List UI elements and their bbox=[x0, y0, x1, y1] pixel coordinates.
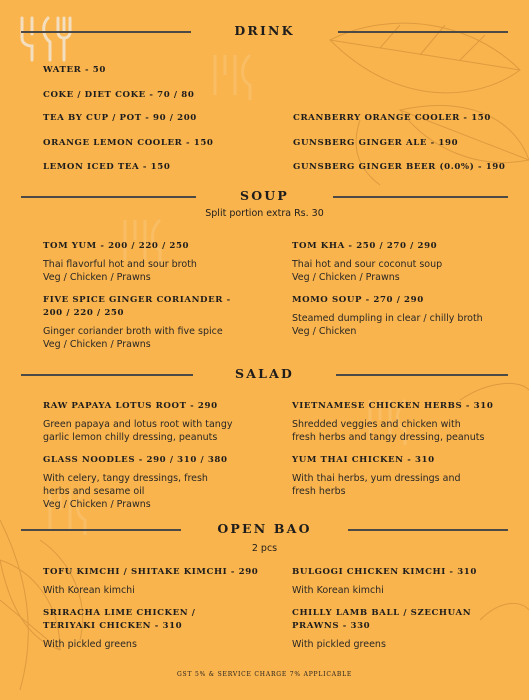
menu-item bbox=[43, 607, 283, 651]
item-name: MOMO SOUP - 270 / 290 bbox=[292, 295, 424, 305]
menu-item bbox=[43, 566, 283, 597]
item-name: GUNSBERG GINGER ALE - 190 bbox=[293, 138, 459, 148]
item-name: GLASS NOODLES - 290 / 310 / 380 bbox=[43, 455, 228, 465]
desc-line: Veg / Chicken / Prawns bbox=[43, 272, 151, 283]
item-description bbox=[292, 584, 517, 597]
desc-line: With celery, tangy dressings, fresh bbox=[43, 473, 208, 484]
desc-line: Thai hot and sour coconut soup bbox=[292, 259, 443, 270]
name-line: 200 / 220 / 250 bbox=[43, 308, 125, 318]
item-description bbox=[292, 418, 517, 444]
item-description bbox=[292, 312, 517, 338]
desc-line: Veg / Chicken / Prawns bbox=[43, 499, 151, 510]
desc-line: Shredded veggies and chicken with bbox=[292, 419, 461, 430]
item-name bbox=[43, 294, 283, 320]
desc-line: Veg / Chicken bbox=[292, 326, 357, 337]
divider bbox=[348, 529, 508, 531]
item-description bbox=[292, 472, 517, 498]
desc-line: Thai flavorful hot and sour broth bbox=[43, 259, 197, 270]
menu-item bbox=[292, 294, 517, 338]
desc-line: fresh herbs and tangy dressing, peanuts bbox=[292, 432, 485, 443]
item-name: TOM KHA - 250 / 270 / 290 bbox=[292, 241, 438, 251]
menu-item bbox=[43, 294, 283, 351]
name-line: CHILLY LAMB BALL / SZECHUAN bbox=[292, 608, 472, 618]
section-title: OPEN BAO bbox=[217, 521, 312, 536]
tax-note: GST 5% & SERVICE CHARGE 7% APPLICABLE bbox=[176, 671, 353, 678]
section-header-soup bbox=[0, 186, 529, 206]
item-description bbox=[43, 584, 283, 597]
menu-item bbox=[292, 400, 517, 444]
item-name: RAW PAPAYA LOTUS ROOT - 290 bbox=[43, 401, 218, 411]
item-name: LEMON ICED TEA - 150 bbox=[43, 162, 171, 172]
desc-line: Veg / Chicken / Prawns bbox=[43, 339, 151, 350]
menu-item bbox=[43, 64, 106, 77]
name-line: PRAWNS - 330 bbox=[292, 621, 371, 631]
desc-line: fresh herbs bbox=[292, 486, 346, 497]
menu-item bbox=[43, 137, 214, 150]
desc-line: Steamed dumpling in clear / chilly broth bbox=[292, 313, 483, 324]
menu-item bbox=[43, 400, 278, 444]
desc-line: Ginger coriander broth with five spice bbox=[43, 326, 223, 337]
section-header-salad bbox=[0, 364, 529, 384]
desc-line: With pickled greens bbox=[43, 639, 137, 650]
desc-line: Veg / Chicken / Prawns bbox=[292, 272, 400, 283]
name-line: FIVE SPICE GINGER CORIANDER - bbox=[43, 295, 231, 305]
menu-item bbox=[293, 137, 458, 150]
item-name: WATER - 50 bbox=[43, 65, 106, 75]
menu-item bbox=[293, 161, 505, 174]
menu-item bbox=[43, 112, 197, 125]
section-header-bao bbox=[0, 519, 529, 539]
desc-line: With pickled greens bbox=[292, 639, 386, 650]
menu-item bbox=[293, 112, 491, 125]
item-name bbox=[43, 607, 283, 633]
divider bbox=[333, 196, 508, 198]
item-description bbox=[43, 472, 278, 511]
section-subtitle: 2 pcs bbox=[251, 543, 278, 554]
desc-line: Green papaya and lotus root with tangy bbox=[43, 419, 233, 430]
watermark-icon bbox=[205, 45, 265, 105]
item-name bbox=[292, 607, 517, 633]
menu-item bbox=[292, 240, 512, 284]
menu-item bbox=[43, 454, 278, 511]
item-name: ORANGE LEMON COOLER - 150 bbox=[43, 138, 214, 148]
item-name: BULGOGI CHICKEN KIMCHI - 310 bbox=[292, 567, 477, 577]
desc-line: garlic lemon chilly dressing, peanuts bbox=[43, 432, 218, 443]
item-description bbox=[43, 638, 283, 651]
desc-line: With thai herbs, yum dressings and bbox=[292, 473, 461, 484]
menu-item bbox=[43, 161, 170, 174]
item-description bbox=[292, 638, 517, 651]
name-line: SRIRACHA LIME CHICKEN / bbox=[43, 608, 196, 618]
menu-item bbox=[292, 566, 517, 597]
item-name: YUM THAI CHICKEN - 310 bbox=[292, 455, 435, 465]
item-name: GUNSBERG GINGER BEER (0.0%) - 190 bbox=[293, 162, 506, 172]
menu-item bbox=[43, 89, 194, 102]
section-title: SOUP bbox=[239, 188, 290, 203]
menu-item bbox=[43, 240, 273, 284]
item-name: TEA BY CUP / POT - 90 / 200 bbox=[43, 113, 197, 123]
item-name: VIETNAMESE CHICKEN HERBS - 310 bbox=[292, 401, 494, 411]
item-name: CRANBERRY ORANGE COOLER - 150 bbox=[293, 113, 491, 123]
section-title: SALAD bbox=[234, 366, 295, 381]
section-title: DRINK bbox=[234, 23, 295, 38]
menu-item bbox=[292, 607, 517, 651]
desc-line: herbs and sesame oil bbox=[43, 486, 145, 497]
section-header-drink bbox=[0, 21, 529, 41]
menu-item bbox=[292, 454, 517, 498]
divider bbox=[338, 31, 508, 33]
name-line: TERIYAKI CHICKEN - 310 bbox=[43, 621, 183, 631]
item-name: TOM YUM - 200 / 220 / 250 bbox=[43, 241, 190, 251]
item-description bbox=[292, 258, 512, 284]
divider bbox=[336, 374, 508, 376]
desc-line: With Korean kimchi bbox=[43, 585, 135, 596]
desc-line: With Korean kimchi bbox=[292, 585, 384, 596]
item-name: COKE / DIET COKE - 70 / 80 bbox=[43, 90, 195, 100]
item-description bbox=[43, 325, 283, 351]
item-description bbox=[43, 418, 278, 444]
item-description bbox=[43, 258, 273, 284]
item-name: TOFU KIMCHI / SHITAKE KIMCHI - 290 bbox=[43, 567, 259, 577]
section-subtitle: Split portion extra Rs. 30 bbox=[205, 208, 324, 219]
